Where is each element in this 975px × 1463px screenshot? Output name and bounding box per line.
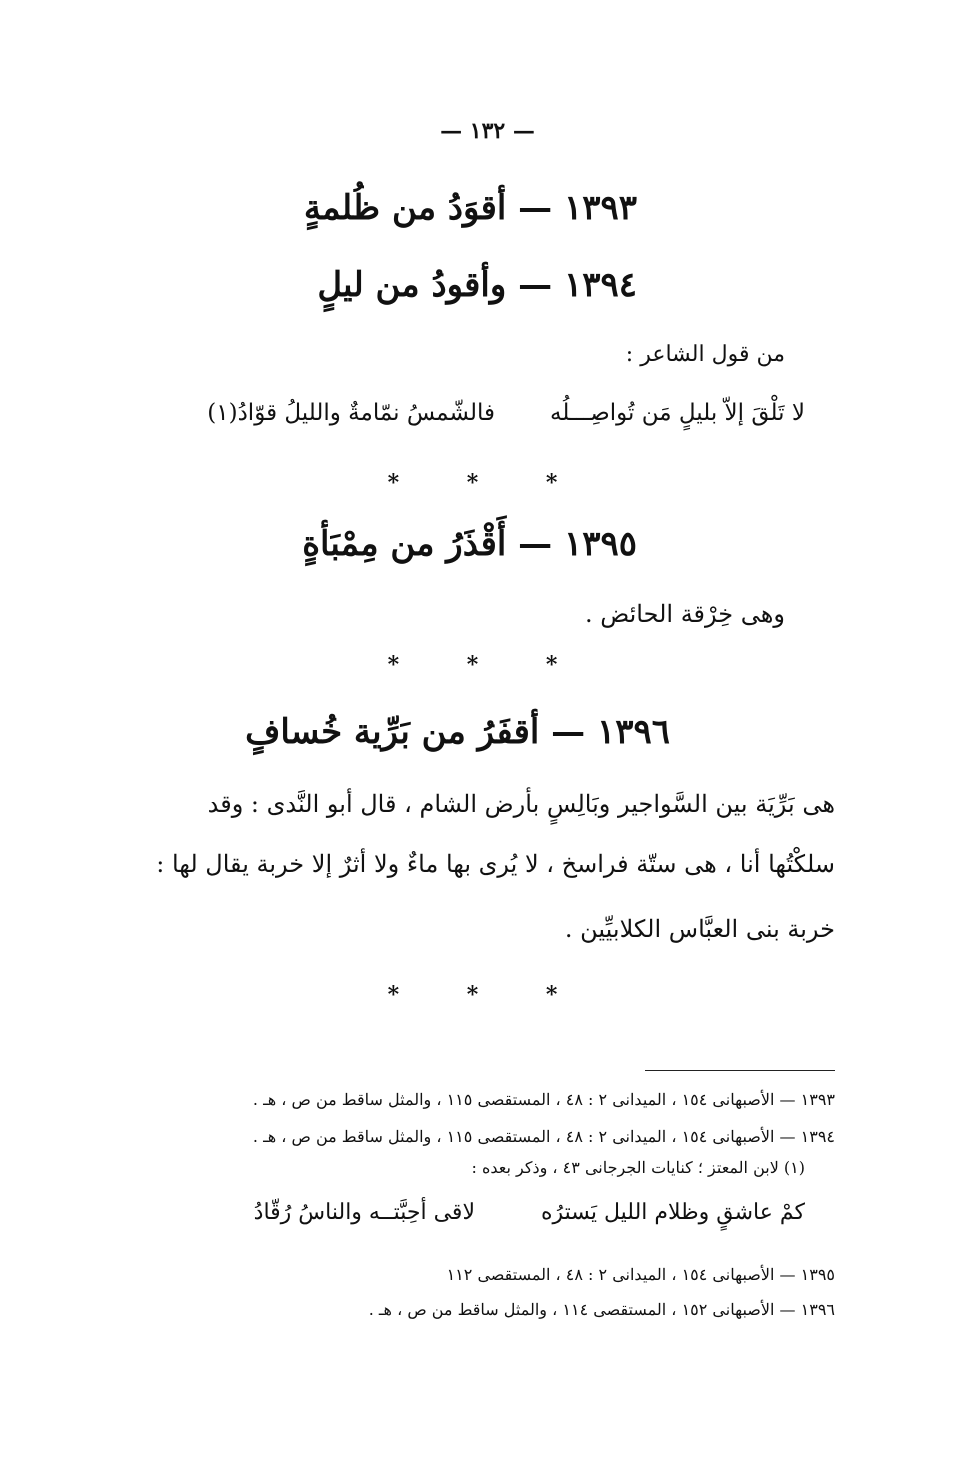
verse-first-hemistich: لا تَلْقَ إلاّ بليلٍ مَن تُواصِـــلُه bbox=[550, 400, 805, 426]
footnote-verse-second: لاقى أحِبَّتــه والناسُ رُقّادُ bbox=[253, 1200, 475, 1225]
verse-second-hemistich: فالشّمسُ نمّامةٌ والليلُ قوّادُ(١) bbox=[207, 400, 495, 426]
paragraph-line: سلكْتُها أنا ، هى ستّة فراسخ ، لا يُرى بها ماءٌ ولا أثرٌ إلا خربة يقال لها : bbox=[156, 850, 835, 878]
footnote-1396: ١٣٩٦ — الأصبهانى ١٥٢ ، المستقصى ١١٤ ، والمثل ساقط من ص ، هـ . bbox=[368, 1300, 835, 1319]
entry-heading-1395: ١٣٩٥ — أَقْذَرُ من مِمْبَأةٍ bbox=[302, 524, 637, 564]
entry-heading-1396: ١٣٩٦ — أقفَرُ من بَرِّية خُسافٍ bbox=[245, 712, 670, 752]
footnote-separator bbox=[645, 1070, 835, 1071]
paragraph-line: هى بَرِّيَة بين السَّواجير وبَالِسٍ بأرض الشام ، قال أبو النَّدى : وقد bbox=[207, 790, 835, 818]
entry-explanation-1395: وهى خِرْقة الحائض . bbox=[584, 600, 785, 628]
section-divider: * * * bbox=[387, 470, 588, 496]
footnote-1: (١) لابن المعتز ؛ كنايات الجرجانى ٤٣ ، وذكر بعده : bbox=[471, 1158, 805, 1177]
footnote-1393: ١٣٩٣ — الأصبهانى ١٥٤ ، الميدانى ٢ : ٤٨ ، المستقصى ١١٥ ، والمثل ساقط من ص ، هـ . bbox=[252, 1090, 835, 1109]
entry-heading-1393: ١٣٩٣ — أقوَدُ من ظُلمةٍ bbox=[303, 188, 637, 228]
page-number: — ١٣٢ — bbox=[440, 118, 535, 144]
paragraph-line: خربة بنى العبَّاس الكلابيِّين . bbox=[564, 915, 835, 943]
section-divider: * * * bbox=[387, 982, 588, 1008]
entry-heading-1394: ١٣٩٤ — وأقودُ من ليلٍ bbox=[317, 265, 637, 305]
footnote-1394: ١٣٩٤ — الأصبهانى ١٥٤ ، الميدانى ٢ : ٤٨ ، المستقصى ١١٥ ، والمثل ساقط من ص ، هـ . bbox=[252, 1127, 835, 1146]
verse-intro: من قول الشاعر : bbox=[625, 342, 785, 367]
footnote-1395: ١٣٩٥ — الأصبهانى ١٥٤ ، الميدانى ٢ : ٤٨ ، المستقصى ١١٢ bbox=[446, 1265, 835, 1284]
footnote-verse-first: كمْ عاشقٍ وظلام الليل يَسترُه bbox=[540, 1200, 805, 1225]
section-divider: * * * bbox=[387, 652, 588, 678]
